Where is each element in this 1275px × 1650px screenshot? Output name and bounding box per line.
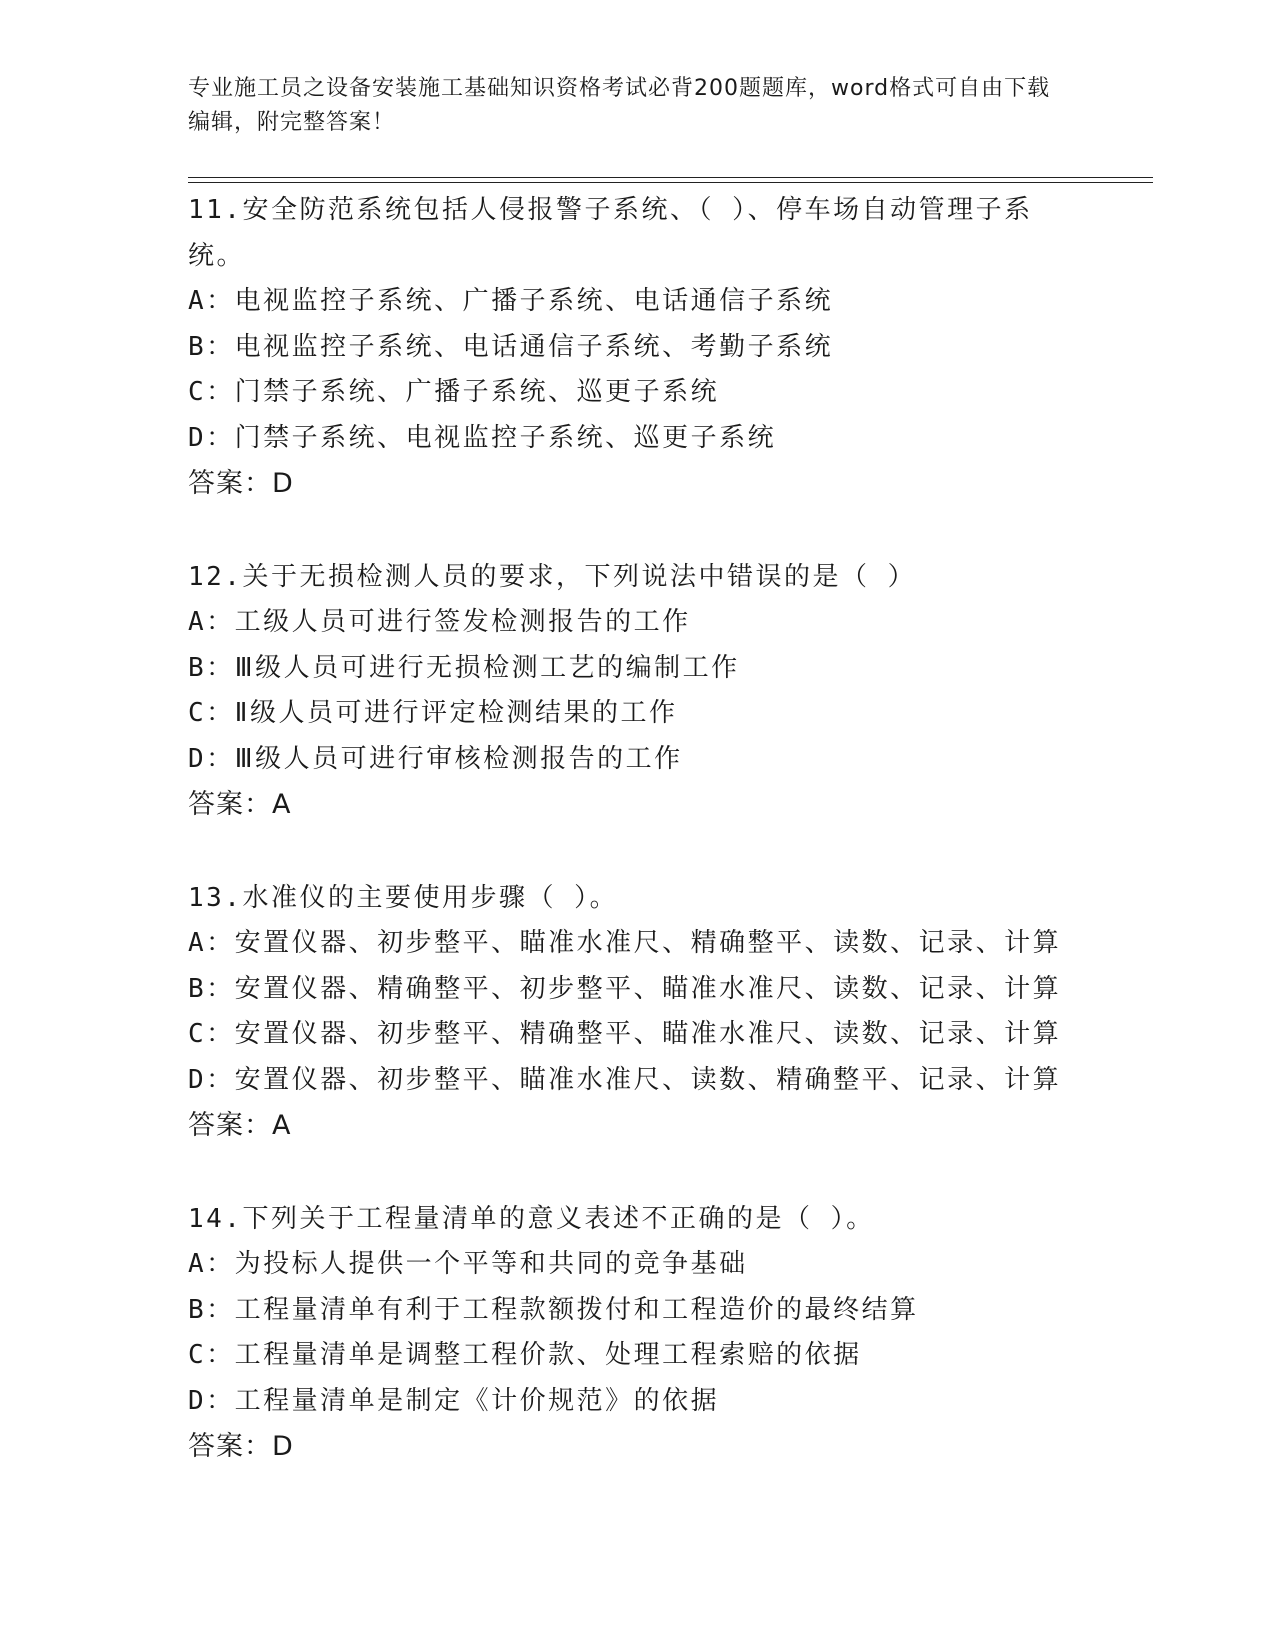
- option-c: C：Ⅱ级人员可进行评定检测结果的工作: [188, 698, 678, 728]
- answer-label: 答案：A: [188, 789, 292, 820]
- header-divider-bottom: [188, 182, 1153, 183]
- header-divider-top: [188, 177, 1153, 178]
- option-d: D：安置仪器、初步整平、瞄准水准尺、读数、精确整平、记录、计算: [188, 1064, 1062, 1095]
- question-12: [188, 555, 1088, 828]
- option-b: B：工程量清单有利于工程款额拨付和工程造价的最终结算: [188, 1294, 919, 1325]
- question-stem: 13.水准仪的主要使用步骤（ ）。: [188, 882, 619, 913]
- answer-label: 答案：D: [188, 1431, 294, 1462]
- option-c: C：工程量清单是调整工程价款、处理工程索赔的依据: [188, 1340, 862, 1370]
- option-d: D：工程量清单是制定《计价规范》的依据: [188, 1385, 720, 1416]
- question-14: [188, 1197, 1088, 1470]
- question-list: [188, 188, 1088, 1518]
- question-13: [188, 876, 1088, 1149]
- option-b: B：Ⅲ级人员可进行无损检测工艺的编制工作: [188, 652, 740, 683]
- option-a: A：工级人员可进行签发检测报告的工作: [188, 607, 691, 637]
- question-stem: 12.关于无损检测人员的要求，下列说法中错误的是（ ）: [188, 561, 917, 592]
- option-a: A：电视监控子系统、广播子系统、电话通信子系统: [188, 286, 834, 316]
- option-c: C：门禁子系统、广播子系统、巡更子系统: [188, 377, 720, 407]
- option-d: D：Ⅲ级人员可进行审核检测报告的工作: [188, 743, 683, 774]
- option-c: C：安置仪器、初步整平、精确整平、瞄准水准尺、读数、记录、计算: [188, 1019, 1062, 1049]
- option-b: B：电视监控子系统、电话通信子系统、考勤子系统: [188, 331, 834, 362]
- answer-label: 答案：D: [188, 468, 294, 499]
- document-header: 专业施工员之设备安装施工基础知识资格考试必背200题题库，word格式可自由下载编辑，附完整答案！: [188, 76, 1051, 135]
- question-11: [188, 188, 1088, 507]
- option-b: B：安置仪器、精确整平、初步整平、瞄准水准尺、读数、记录、计算: [188, 973, 1062, 1004]
- question-stem: 14.下列关于工程量清单的意义表述不正确的是（ ）。: [188, 1203, 875, 1234]
- question-stem: 11.安全防范系统包括人侵报警子系统、（ ）、停车场自动管理子系统。: [188, 195, 1033, 271]
- option-d: D：门禁子系统、电视监控子系统、巡更子系统: [188, 422, 777, 453]
- answer-label: 答案：A: [188, 1110, 292, 1141]
- option-a: A：安置仪器、初步整平、瞄准水准尺、精确整平、读数、记录、计算: [188, 928, 1062, 958]
- option-a: A：为投标人提供一个平等和共同的竞争基础: [188, 1249, 748, 1279]
